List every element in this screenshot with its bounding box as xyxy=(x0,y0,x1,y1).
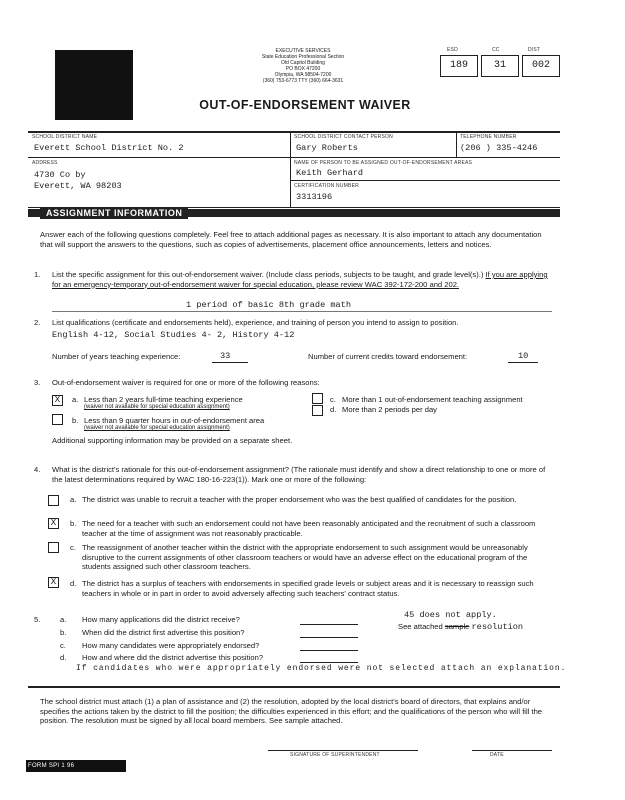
reason-c-checkbox[interactable] xyxy=(312,393,323,404)
rationale-c-letter: c. xyxy=(70,543,76,552)
grid-top-rule xyxy=(28,131,560,133)
question-5-number: 5. xyxy=(34,615,41,624)
rationale-a-letter: a. xyxy=(70,495,77,504)
date-label: DATE xyxy=(490,752,504,758)
contact-person-label: SCHOOL DISTRICT CONTACT PERSON xyxy=(294,134,393,140)
rationale-b-checkbox[interactable]: X xyxy=(48,518,59,529)
reason-d-text: More than 2 periods per day xyxy=(342,405,437,414)
instructions-paragraph: Answer each of the following questions completely. Feel free to attach additional pages as necessary. It is also important to attach any documentation that will support the answers to the questions, such as copies of advertisements, placement office announcements, letters and notices. xyxy=(40,230,542,249)
struck-sample-text: sample xyxy=(444,622,470,631)
years-underline xyxy=(212,362,248,363)
question-3-footer: Additional supporting information may be provided on a separate sheet. xyxy=(52,436,293,445)
grid-divider xyxy=(290,131,291,208)
reason-c-text: More than 1 out-of-endorsement teaching assignment xyxy=(342,395,523,404)
certification-label: CERTIFICATION NUMBER xyxy=(294,183,359,189)
answer-5a-line xyxy=(300,624,358,625)
certification-value: 3313196 xyxy=(296,192,333,202)
reason-d-letter: d. xyxy=(330,405,337,414)
question-5d-letter: d. xyxy=(60,653,67,662)
district-name-value: Everett School District No. 2 xyxy=(34,143,184,153)
agency-address xyxy=(228,48,378,84)
agency-line: EXECUTIVE SERVICES xyxy=(275,48,331,54)
question-5a-text: How many applications did the district receive? xyxy=(82,615,240,624)
section-title: ASSIGNMENT INFORMATION xyxy=(40,207,188,219)
agency-line: PO BOX 47200 xyxy=(285,66,321,72)
answer-5c-line xyxy=(300,650,358,651)
reason-a-text: Less than 2 years full-time teaching experience xyxy=(84,395,243,404)
grid-divider xyxy=(456,131,457,157)
cc-code-box: 31 xyxy=(481,55,519,77)
header-black-block xyxy=(55,50,133,120)
question-1-answer: 1 period of basic 8th grade math xyxy=(186,300,352,310)
answer-5d-line xyxy=(300,662,358,663)
question-5-answer-note: 45 does not apply. xyxy=(404,610,497,620)
cc-code-label: CC xyxy=(492,47,500,53)
credits-underline xyxy=(508,362,538,363)
reason-d-checkbox[interactable] xyxy=(312,405,323,416)
question-2-number: 2. xyxy=(34,318,41,327)
reason-a-letter: a. xyxy=(72,395,79,404)
credits-value: 10 xyxy=(518,351,529,361)
telephone-value: (206 ) 335-4246 xyxy=(460,143,538,153)
agency-line: Olympia, WA 98504-7200 xyxy=(274,72,332,78)
telephone-label: TELEPHONE NUMBER xyxy=(460,134,517,140)
rationale-a-checkbox[interactable] xyxy=(48,495,59,506)
answer-5b-line xyxy=(300,637,358,638)
question-5-footer: If candidates who were appropriately endorsed were not selected attach an explanation. xyxy=(76,664,567,673)
agency-line: (360) 753-6773 TTY (360) 664-3631 xyxy=(262,78,344,84)
rationale-c-checkbox[interactable] xyxy=(48,542,59,553)
rationale-c-text: The reassignment of another teacher within the district with the appropriate endorsement to such assignment would be unreasonably disruptive to the current assignments of other classroom teachers or would have an adverse effect on the educational program of the students assigned such other classroom teachers. xyxy=(82,543,528,571)
question-5d-text: How and where did the district advertise this position? xyxy=(82,653,264,662)
esd-code-label: ESD xyxy=(447,47,458,53)
question-4-number: 4. xyxy=(34,465,41,474)
rationale-d-checkbox[interactable]: X xyxy=(48,577,59,588)
reason-b-letter: b. xyxy=(72,416,79,425)
rationale-a-text: The district was unable to recruit a teacher with the proper endorsement who was the best qualified of candidates for the position. xyxy=(82,495,517,504)
signature-label: SIGNATURE OF SUPERINTENDENT xyxy=(290,752,380,758)
address-line-2: Everett, WA 98203 xyxy=(34,181,122,191)
question-5-see-attached xyxy=(398,622,523,633)
signature-line xyxy=(268,750,418,751)
rationale-d-letter: d. xyxy=(70,579,77,588)
question-4-text: What is the district's rationale for this out-of-endorsement assignment? (The rationale must identify and show a direct relationship to one or more of the latest determinations required by WAC 180-16-223(1)). Mark one or more of the following: xyxy=(52,465,546,484)
agency-line: Old Capitol Building xyxy=(281,60,325,66)
grid-rule xyxy=(28,157,560,158)
date-line xyxy=(472,750,552,751)
question-1-number: 1. xyxy=(34,270,41,279)
dist-code-box: 002 xyxy=(522,55,560,77)
question-5a-letter: a. xyxy=(60,615,67,624)
reason-b-checkbox[interactable] xyxy=(52,414,63,425)
years-experience-label: Number of years teaching experience: xyxy=(52,352,181,361)
contact-person-value: Gary Roberts xyxy=(296,143,358,153)
grid-rule xyxy=(290,180,560,181)
special-education-notice: If you are applying for an emergency-temporary out-of-endorsement waiver for special education, please review WAC 392-172-200 and 202. xyxy=(52,270,548,289)
credits-label: Number of current credits toward endorsement: xyxy=(308,352,468,361)
question-5c-letter: c. xyxy=(60,641,66,650)
question-5c-text: How many candidates were appropriately endorsed? xyxy=(82,641,260,650)
form-number: FORM SPI 1 96 xyxy=(28,763,75,769)
question-3-number: 3. xyxy=(34,378,41,387)
years-experience-value: 33 xyxy=(220,351,231,361)
reason-c-letter: c. xyxy=(330,395,336,404)
assignee-label: NAME OF PERSON TO BE ASSIGNED OUT-OF-ENDORSEMENT AREAS xyxy=(294,160,473,166)
answer-line xyxy=(52,311,552,312)
footer-rule xyxy=(28,686,560,688)
reason-b-text: Less than 9 quarter hours in out-of-endorsement area xyxy=(84,416,265,425)
see-attached-text: See attached xyxy=(398,622,443,631)
esd-code-box: 189 xyxy=(440,55,478,77)
reason-b-note: (waiver not available for special education assignment) xyxy=(84,425,230,431)
question-1-text xyxy=(52,270,552,289)
question-2-text: List qualifications (certificate and endorsements held), experience, and training of person you intend to assign to position. xyxy=(52,318,459,327)
question-3-text: Out-of-endorsement waiver is required for one or more of the following reasons: xyxy=(52,378,320,387)
address-label: ADDRESS xyxy=(32,160,58,166)
question-1-instructions: List the specific assignment for this out-of-endorsement waiver. (Include class periods, subjects to be taught, and grade level(s).) xyxy=(52,270,484,279)
question-5b-letter: b. xyxy=(60,628,67,637)
form-title: OUT-OF-ENDORSEMENT WAIVER xyxy=(199,98,411,112)
reason-a-note: (waiver not available for special education assignment) xyxy=(84,404,230,410)
rationale-b-letter: b. xyxy=(70,519,77,528)
question-5b-text: When did the district first advertise this position? xyxy=(82,628,245,637)
district-name-label: SCHOOL DISTRICT NAME xyxy=(32,134,98,140)
resolution-text: resolution xyxy=(471,622,524,632)
footer-statement: The school district must attach (1) a plan of assistance and (2) the resolution, adopted by the local district's board of directors, that explains and/or specifies the actions taken by the district to fill the position; the difficulties experienced in this effort; and the qualifications of the person who will fill the position. The resolution must be signed by all local board members. See sample attached. xyxy=(40,697,543,725)
address-line-1: 4730 Co by xyxy=(34,170,86,180)
agency-line: State Education Professional Section xyxy=(261,54,345,60)
reason-a-checkbox[interactable]: X xyxy=(52,395,63,406)
rationale-d-text: The district has a surplus of teachers with endorsements in specified grade levels or subject areas and it is necessary to reassign such teachers in whole or in part in order to avoid adversely affecting such teachers' contract status. xyxy=(82,579,534,598)
question-2-answer: English 4-12, Social Studies 4- 2, History 4-12 xyxy=(52,330,295,340)
rationale-b-text: The need for a teacher with such an endorsement could not have been reasonably anticipated and the recruitment of such a classroom teacher at the time of assignment was not reasonably practicable. xyxy=(82,519,536,538)
assignee-value: Keith Gerhard xyxy=(296,168,364,178)
dist-code-label: DIST xyxy=(528,47,541,53)
